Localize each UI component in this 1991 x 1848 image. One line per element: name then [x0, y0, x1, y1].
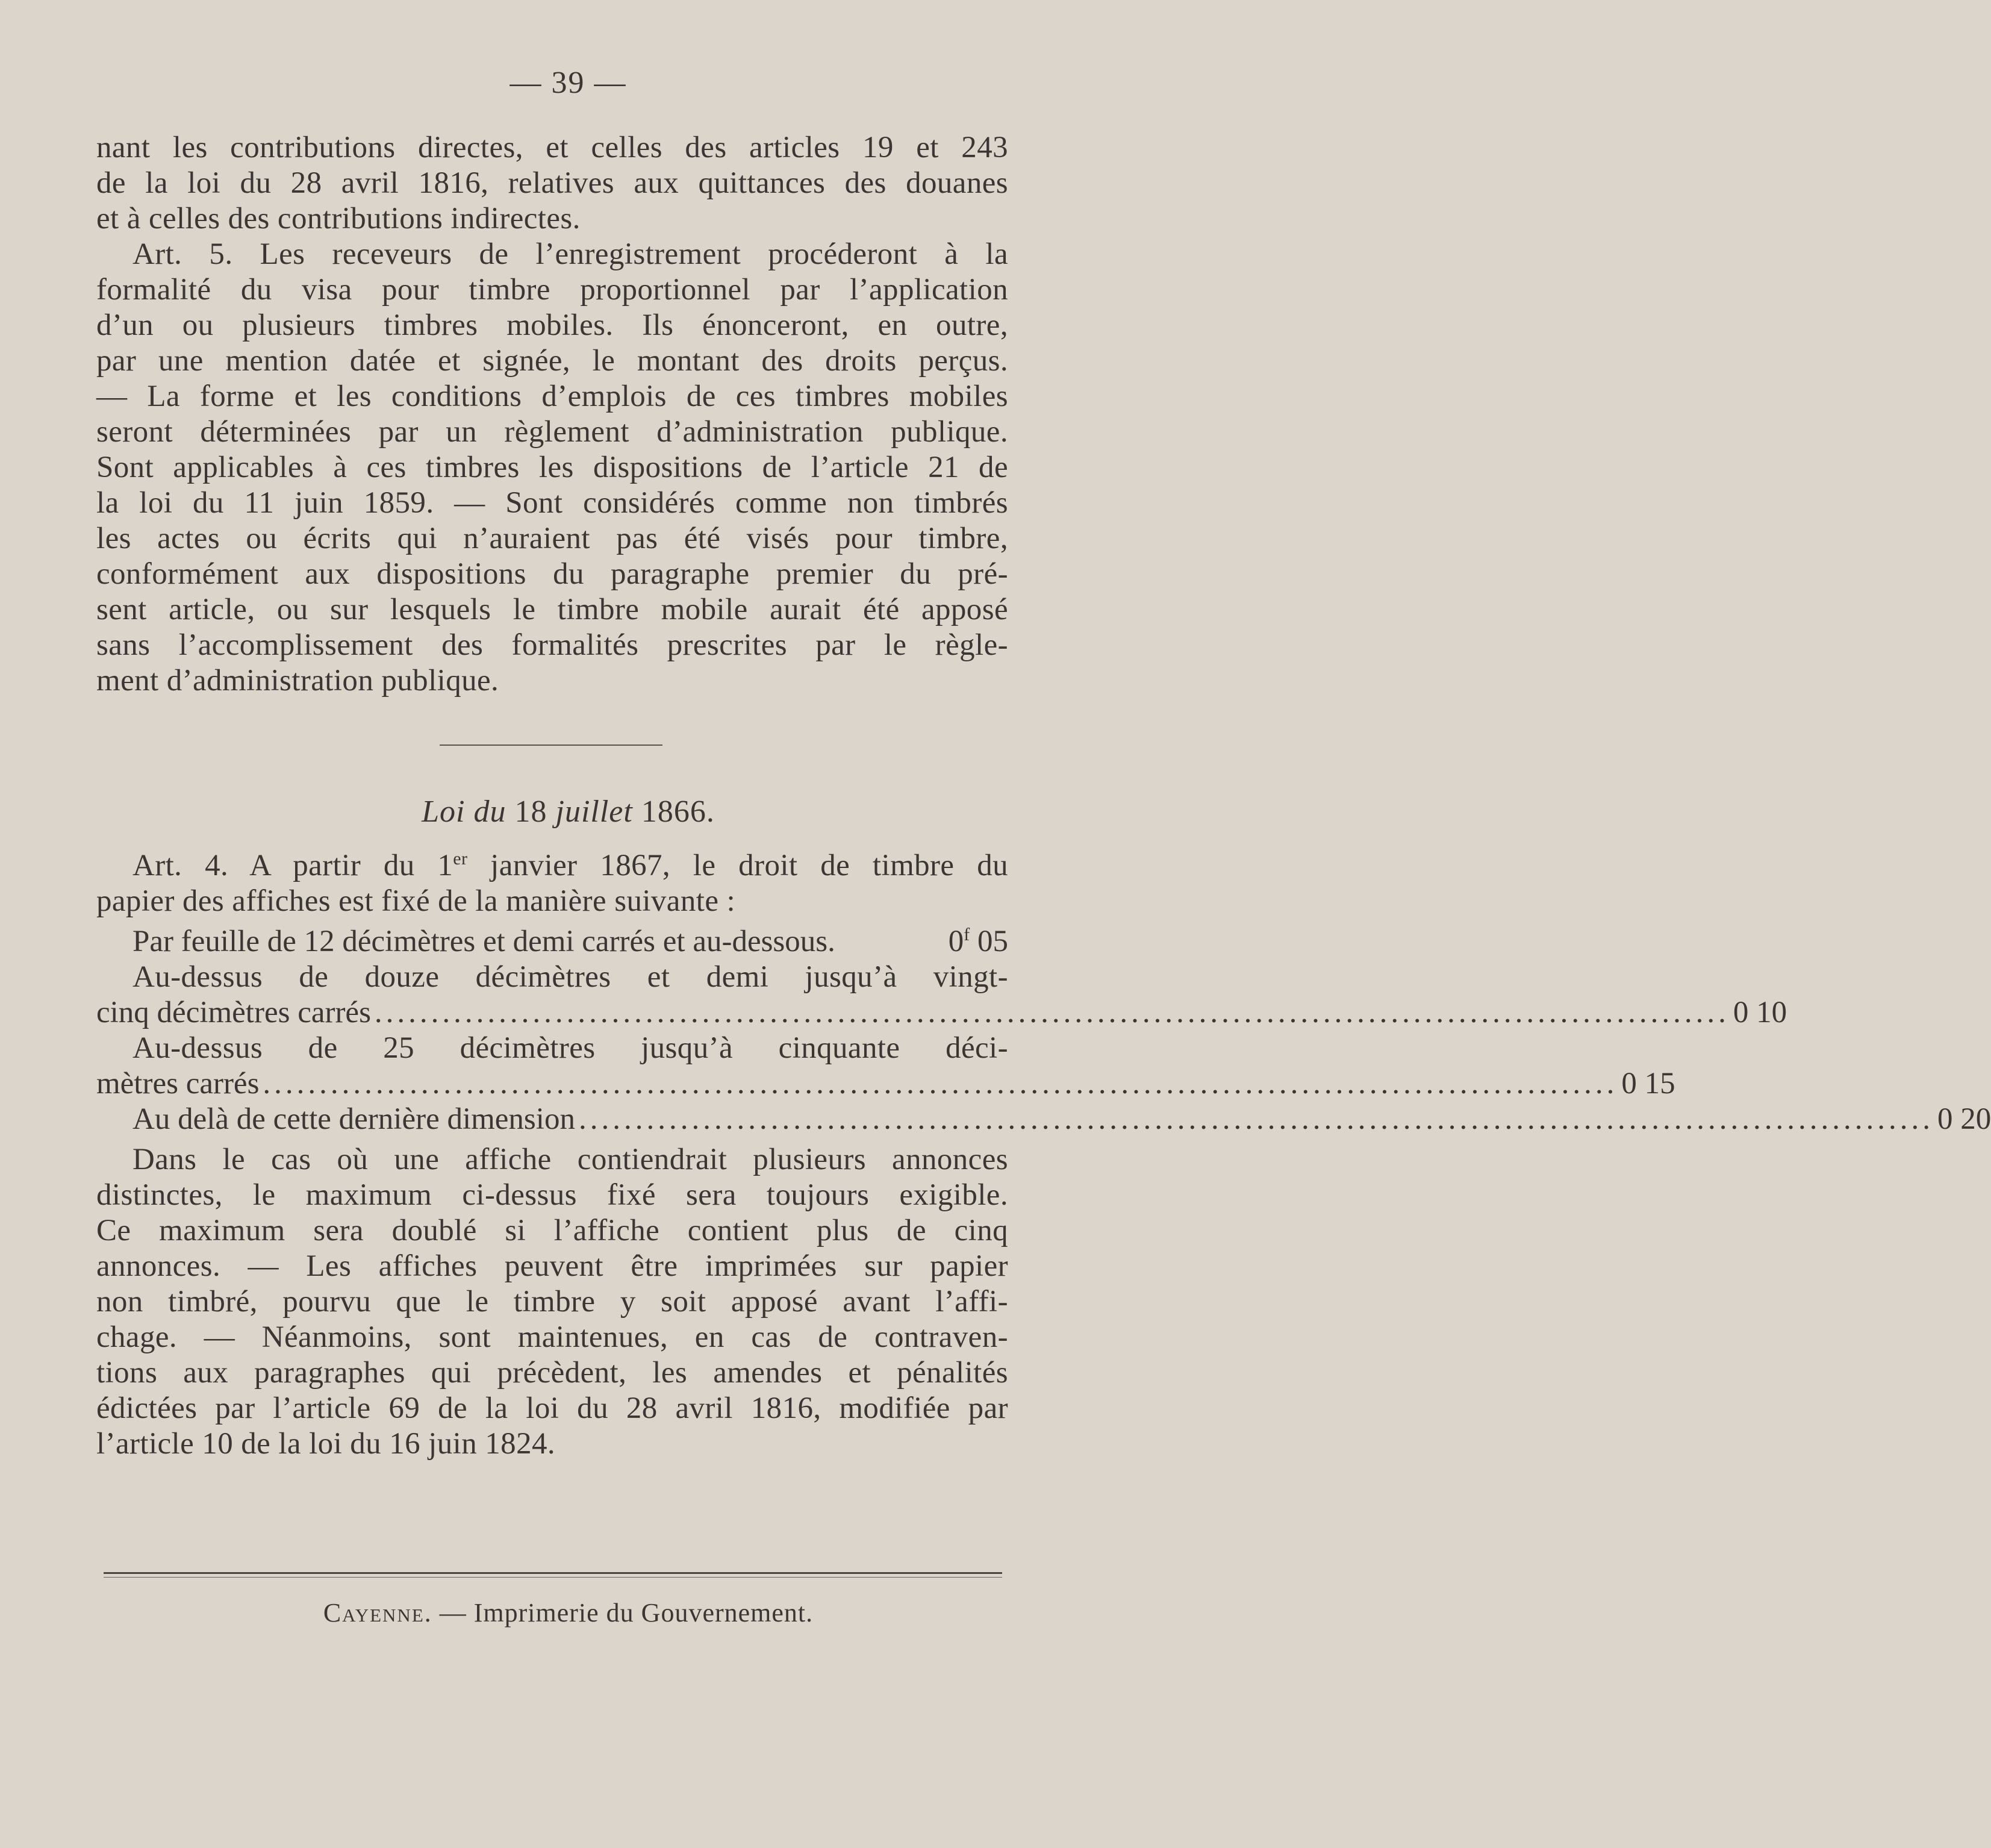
price-unit: f: [964, 925, 970, 944]
section-title: [0, 794, 1136, 829]
intro-part-2: janvier 1867, le droit de timbre du: [467, 849, 1009, 882]
price-value: 0 15: [1621, 1067, 1675, 1100]
text-line: d’un ou plusieurs timbres mobiles. Ils énonceront, en outre,: [96, 308, 1008, 342]
dot-leader: ........................................................................................................................: [374, 996, 1730, 1029]
dot-leader: ........................................................................................................................: [263, 1067, 1618, 1100]
tariff-price: [949, 924, 1008, 960]
price-value: 0: [948, 925, 964, 958]
section-title-year: 1866.: [641, 794, 715, 829]
section-title-prefix: Loi du: [422, 794, 506, 829]
page-number: — 39 —: [509, 66, 627, 100]
text-line: et à celles des contributions indirectes.: [96, 202, 581, 236]
section-divider: [440, 745, 662, 746]
text-line: chage. — Néanmoins, sont maintenues, en cas de contraven-: [96, 1320, 1008, 1354]
tariff-description: mètres carrés: [96, 1067, 260, 1100]
article-intro-line: papier des affiches est fixé de la manière suivante :: [96, 884, 736, 918]
text-line: tions aux paragraphes qui précèdent, les amendes et pénalités: [96, 1356, 1008, 1390]
intro-part-1: Art. 4. A partir du 1: [132, 849, 453, 882]
colophon: [0, 1597, 1136, 1628]
tariff-table: [96, 924, 1991, 1137]
text-line: — La forme et les conditions d’emplois de ces timbres mobiles: [96, 379, 1008, 413]
section-title-month: juillet: [555, 794, 633, 829]
price-value: 0 20: [1937, 1102, 1991, 1136]
section-1-text: [96, 130, 1008, 699]
text-line: sent article, ou sur lesquels le timbre mobile aurait été apposé: [96, 593, 1008, 626]
tariff-description: Au delà de cette dernière dimension: [132, 1102, 575, 1136]
tariff-lead-line: Au-dessus de douze décimètres et demi jusqu’à vingt-: [132, 960, 1008, 994]
article-intro-line: [96, 848, 1008, 884]
tariff-price: [1621, 1066, 1675, 1102]
text-line: nant les contributions directes, et celles des articles 19 et 243: [96, 131, 1008, 164]
tariff-description: Par feuille de 12 décimètres et demi carrés et au-dessous.: [132, 925, 835, 958]
text-line: Art. 5. Les receveurs de l’enregistrement procéderont à la: [132, 237, 1008, 271]
text-line: conformément aux dispositions du paragraphe premier du pré-: [96, 557, 1008, 591]
text-line: distinctes, le maximum ci-dessus fixé sera toujours exigible.: [96, 1178, 1008, 1212]
tariff-row: [96, 924, 1008, 960]
tariff-description: cinq décimètres carrés: [96, 996, 371, 1029]
tariff-price: [1937, 1102, 1991, 1137]
text-line: seront déterminées par un règlement d’administration publique.: [96, 415, 1008, 449]
text-line: Sont applicables à ces timbres les dispositions de l’article 21 de: [96, 451, 1008, 484]
price-value: 0 10: [1733, 996, 1787, 1029]
tariff-row: [96, 1066, 1675, 1102]
text-line: Dans le cas où une affiche contiendrait plusieurs annonces: [132, 1143, 1008, 1176]
text-line: les actes ou écrits qui n’auraient pas été visés pour timbre,: [96, 522, 1008, 555]
bottom-rule-thin: [104, 1577, 1002, 1578]
price-cents: 05: [970, 925, 1008, 958]
text-line: non timbré, pourvu que le timbre y soit apposé avant l’affi-: [96, 1285, 1008, 1319]
section-title-day: 18: [514, 794, 547, 829]
dot-leader: ........................................................................................................................: [578, 1102, 1934, 1136]
text-line: par une mention datée et signée, le montant des droits perçus.: [96, 344, 1008, 378]
colophon-city: Cayenne.: [323, 1598, 432, 1628]
text-line: sans l’accomplissement des formalités prescrites par le règle-: [96, 628, 1008, 662]
closing-paragraph: [96, 1142, 1008, 1462]
text-line: de la loi du 28 avril 1816, relatives aux quittances des douanes: [96, 166, 1008, 200]
text-line: édictées par l’article 69 de la loi du 28 avril 1816, modifiée par: [96, 1391, 1008, 1425]
section-2-body: [96, 848, 1991, 1462]
tariff-row: [96, 1102, 1991, 1137]
intro-superscript: er: [453, 849, 468, 869]
text-line: l’article 10 de la loi du 16 juin 1824.: [96, 1427, 556, 1461]
text-line: formalité du visa pour timbre proportionnel par l’application: [96, 273, 1008, 307]
colophon-text: — Imprimerie du Gouvernement.: [432, 1598, 814, 1628]
bottom-rule: [104, 1572, 1002, 1574]
text-line: Ce maximum sera doublé si l’affiche contient plus de cinq: [96, 1214, 1008, 1247]
text-line: la loi du 11 juin 1859. — Sont considérés comme non timbrés: [96, 486, 1008, 520]
tariff-row: [96, 995, 1787, 1031]
text-line: annonces. — Les affiches peuvent être imprimées sur papier: [96, 1249, 1008, 1283]
text-line: ment d’administration publique.: [96, 664, 499, 698]
tariff-price: [1733, 995, 1787, 1031]
tariff-lead-line: Au-dessus de 25 décimètres jusqu’à cinquante déci-: [132, 1031, 1008, 1065]
